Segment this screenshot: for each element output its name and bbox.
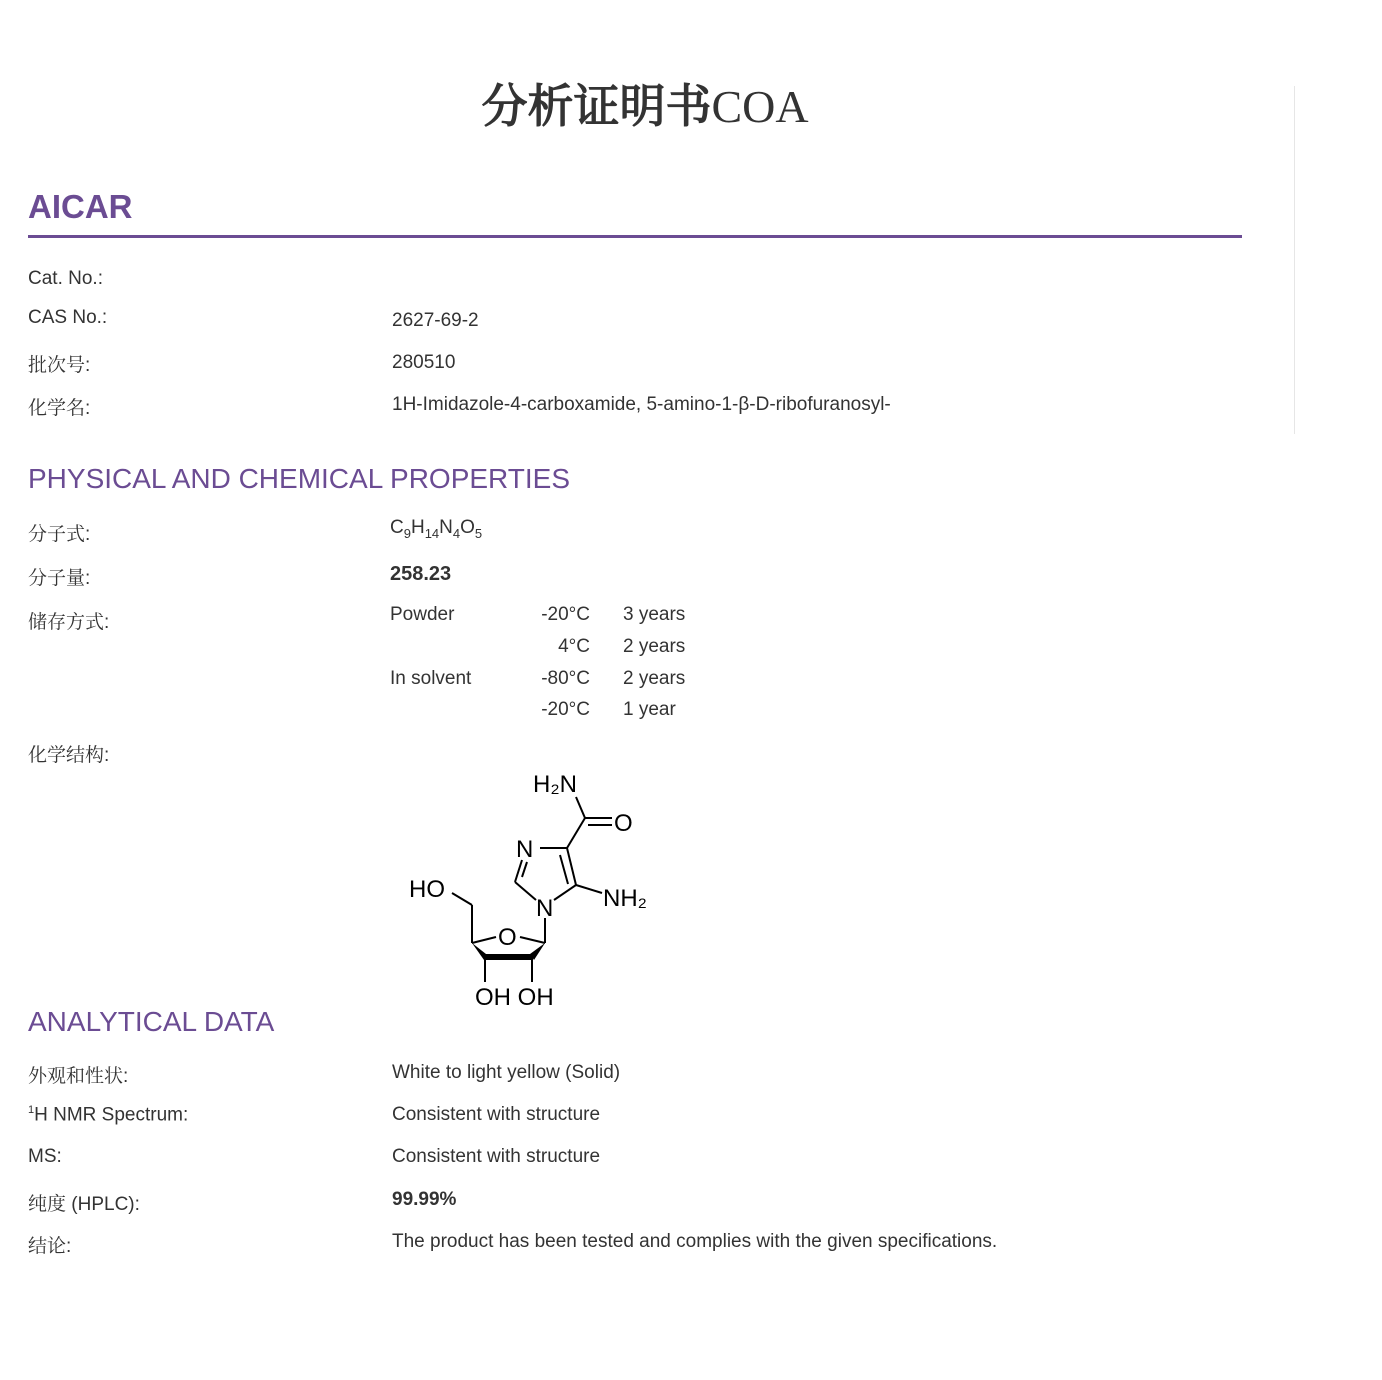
structure-label: 化学结构: [28,745,110,766]
structure-ho: HO [409,876,445,903]
title-cn: 分析证明书 [481,80,712,132]
physical-heading: PHYSICAL AND CHEMICAL PROPERTIES [28,463,570,494]
nmr-value: Consistent with structure [392,1104,601,1125]
formula-label: 分子式: [28,524,91,545]
ms-label: MS: [28,1146,62,1167]
appearance-value: White to light yellow (Solid) [392,1062,621,1083]
structure-h2n: H₂N [533,771,577,798]
storage-time: 2 years [623,636,686,657]
formula-value: $C_9H_{14}N_4O_5$ [390,517,483,541]
purity-label: 纯度 (HPLC): [28,1194,140,1215]
title-en: COA [711,81,809,132]
storage-temp: -20°C [541,699,590,720]
storage-label: 储存方式: [28,612,110,633]
storage-time: 3 years [623,604,686,625]
conclusion-value: The product has been tested and complies with the given specifications. [392,1231,998,1252]
product-name: AICAR [28,188,133,225]
cat-label: Cat. No.: [28,268,103,289]
appearance-label: 外观和性状: [28,1066,129,1087]
storage-time: 1 year [623,699,676,720]
ms-value: Consistent with structure [392,1146,601,1167]
analytical-heading: ANALYTICAL DATA [28,1006,275,1037]
chem-name-label: 化学名: [28,398,91,419]
conclusion-label: 结论: [28,1236,72,1257]
structure-oh-oh: OH OH [475,984,554,1011]
mw-value: 258.23 [390,563,452,585]
batch-label: 批次号: [28,355,91,376]
structure-n1: N [536,895,554,922]
structure-nh2: NH₂ [603,885,647,912]
storage-form: Powder [390,604,455,625]
structure-o: O [614,810,633,837]
cas-label: CAS No.: [28,307,108,328]
chem-name-value: 1H-Imidazole-4-carboxamide, 5-amino-1-β-D-ribofuranosyl- [392,394,891,415]
structure-o-ring: O [498,924,517,951]
storage-temp: -20°C [541,604,590,625]
structure-n3: N [516,836,534,863]
storage-temp: -80°C [541,668,590,689]
purity-value: 99.99% [392,1189,457,1210]
storage-temp: 4°C [558,636,590,657]
batch-value: 280510 [392,352,456,373]
storage-time: 2 years [623,668,686,689]
storage-form: In solvent [390,668,472,689]
cas-value: 2627-69-2 [392,310,479,331]
mw-label: 分子量: [28,568,91,589]
nmr-label: $^1$H NMR Spectrum: [28,1104,189,1126]
